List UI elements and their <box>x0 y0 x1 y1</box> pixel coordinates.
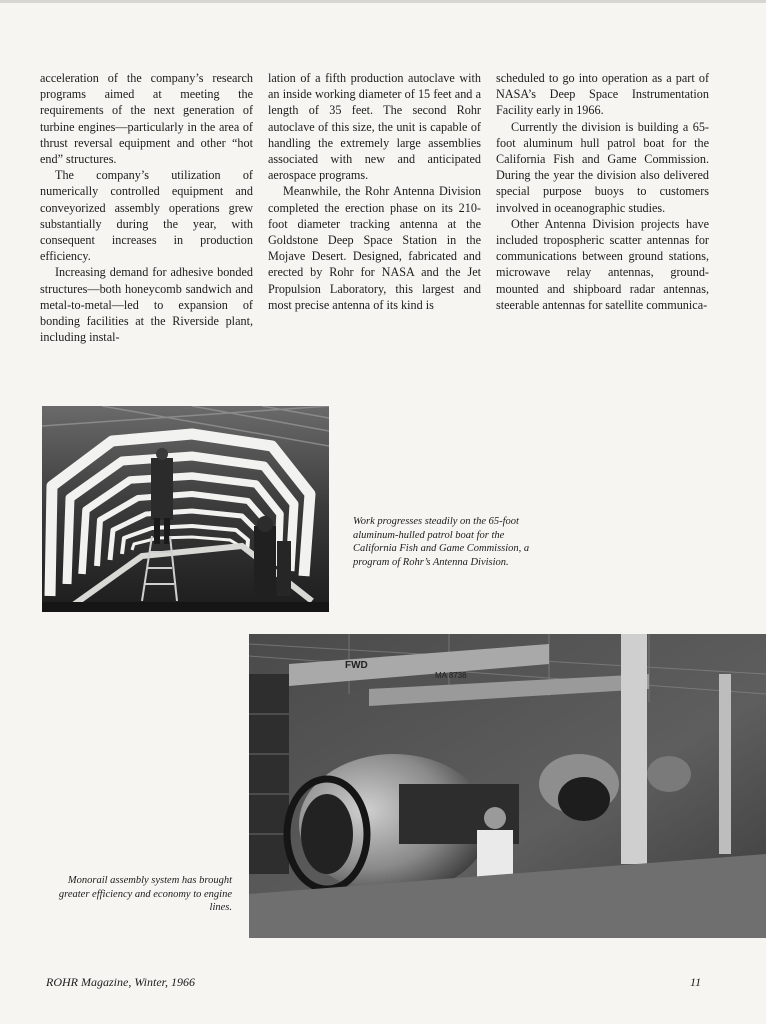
patrol-boat-caption: Work progresses steadily on the 65-foot aluminum-hulled patrol boat for the California Fish and Game Commission, a program of Rohr’s Antenna Division. <box>353 516 530 568</box>
text-column-2 <box>268 70 481 313</box>
patrol-boat-photo <box>42 406 329 612</box>
photo-sign-fwd: FWD <box>345 660 368 671</box>
paragraph: acceleration of the company’s research programs aimed at meeting the requirements of the next generation of turbine engines—particularly in the area of thrust reversal equipment and other “hot end” structures. <box>40 71 253 167</box>
paragraph: Meanwhile, the Rohr Antenna Division completed the erection phase on its 210-foot diameter tracking antenna at the Goldstone Deep Space Station in the Mojave Desert. Designed, fabricated and erected by Rohr for NASA and the Jet Propulsion Laboratory, this largest and most precise antenna of its kind is <box>268 184 481 312</box>
page-number: 11 <box>690 975 702 989</box>
engine-line-caption: Monorail assembly system has brought greater efficiency and economy to engine lines. <box>58 875 232 913</box>
text-column-1 <box>40 70 253 345</box>
paragraph: lation of a fifth production autoclave with an inside working diameter of 15 feet and a length of 35 feet. The second Rohr autoclave of this size, the unit is capable of handling the extremely large assemblies associated with new and anticipated aerospace programs. <box>268 71 481 183</box>
paragraph: scheduled to go into operation as a part of NASA’s Deep Space Instrumentation Facility early in 1966. <box>496 71 709 118</box>
engine-line-photo <box>249 634 766 938</box>
paragraph: The company’s utilization of numerically controlled equipment and conveyorized assembly operations grew substantially during the year, with consequent increases in production efficiency. <box>40 168 253 264</box>
patrol-boat-photo-image <box>42 406 329 612</box>
magazine-footer: ROHR Magazine, Winter, 1966 <box>46 975 195 989</box>
text-column-3 <box>496 70 709 313</box>
paragraph: Increasing demand for adhesive bonded structures—both honeycomb sandwich and metal-to-metal—led to expansion of bonding facilities at the Riverside plant, including instal- <box>40 265 253 345</box>
paragraph: Other Antenna Division projects have included tropospheric scatter antennas for communications between ground stations, microwave relay antennas, ground-mounted and shipboard radar antennas, steerable antennas for satellite communica- <box>496 216 709 312</box>
page-top-rule <box>0 0 766 3</box>
engine-line-photo-image <box>249 634 766 938</box>
photo-sign-number: MA 8738 <box>435 671 467 680</box>
paragraph: Currently the division is building a 65-foot aluminum hull patrol boat for the California Fish and Game Commission. During the year the division also delivered special purpose buoys to customers involved in oceanographic studies. <box>496 119 709 215</box>
